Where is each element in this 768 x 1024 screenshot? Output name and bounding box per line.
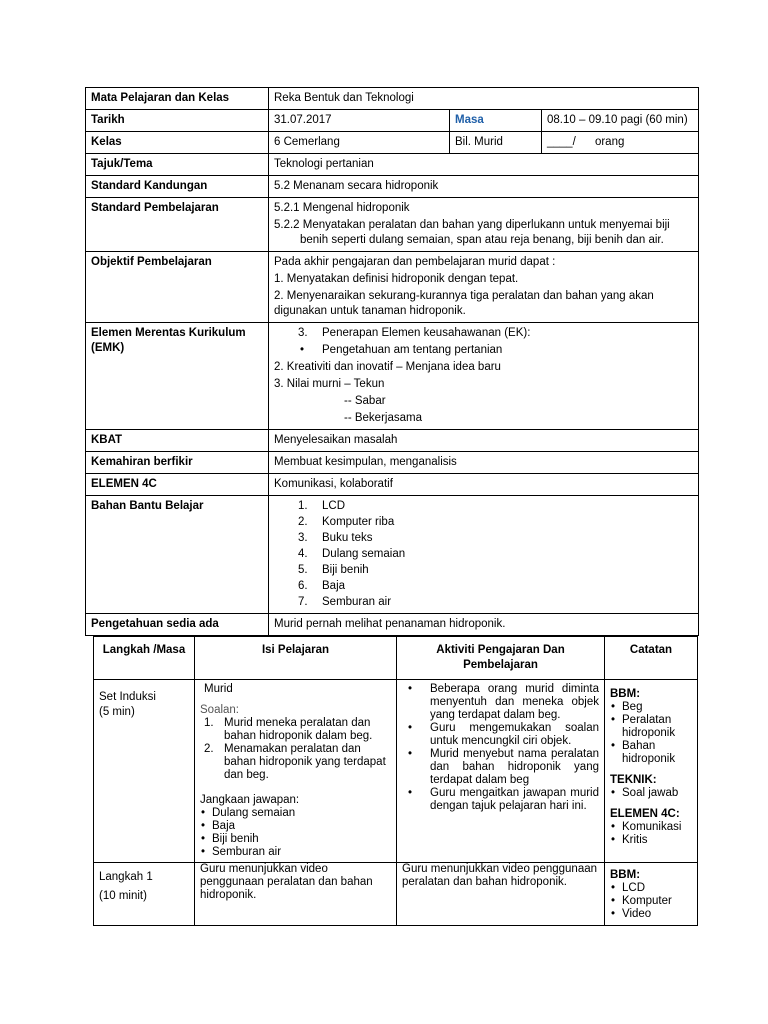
- value-bil-murid: ____/ orang: [542, 132, 699, 154]
- row-mata-pelajaran: [86, 88, 699, 110]
- emk-line: 3. Nilai murni – Tekun: [274, 378, 385, 390]
- cell-isi: [195, 863, 397, 926]
- aktiviti-list: [402, 683, 599, 813]
- emk-item-text: Penerapan Elemen keusahawanan (EK):: [322, 327, 531, 339]
- emk-line: -- Sabar: [344, 395, 386, 407]
- label-pengetahuan-sedia-ada: Pengetahuan sedia ada: [86, 614, 269, 636]
- row-kbat: [86, 430, 699, 452]
- list-text: Baja: [322, 580, 346, 592]
- emk-item: [274, 326, 693, 341]
- table-row: [94, 680, 698, 863]
- steps-header-row: [94, 637, 698, 680]
- cell-isi: [195, 680, 397, 863]
- row-pengetahuan-sedia-ada: [86, 614, 699, 636]
- bbm-label: BBM:: [610, 869, 641, 881]
- cell-aktiviti: [397, 863, 605, 926]
- row-elemen-4c: [86, 474, 699, 496]
- emk-line: -- Bekerjasama: [344, 412, 422, 424]
- table-row: [94, 863, 698, 926]
- cell-aktiviti: [397, 680, 605, 863]
- langkah-masa: (5 min): [99, 706, 135, 718]
- jangkaan-list: [200, 807, 391, 859]
- list-text: Dulang semaian: [322, 548, 406, 560]
- label-kemahiran-berfikir: Kemahiran berfikir: [86, 452, 269, 474]
- row-objektif: [86, 252, 699, 323]
- emk-bullet: [274, 343, 693, 358]
- elemen-4c-label: ELEMEN 4C:: [610, 808, 680, 820]
- label-standard-pembelajaran: Standard Pembelajaran: [86, 198, 269, 252]
- list-item: [200, 743, 391, 782]
- list-number: 3.: [298, 532, 308, 544]
- list-number: 4.: [298, 548, 308, 560]
- row-standard-kandungan: [86, 176, 699, 198]
- value-kbat: Menyelesaikan masalah: [269, 430, 699, 452]
- value-tajuk: Teknologi pertanian: [269, 154, 699, 176]
- row-kelas: [86, 132, 699, 154]
- list-item: [274, 595, 693, 610]
- objektif-item: 1. Menyatakan definisi hidroponik dengan tepat.: [274, 273, 519, 285]
- list-item: • Biji benih: [212, 833, 391, 846]
- value-kelas: 6 Cemerlang: [269, 132, 450, 154]
- value-bahan-bantu: [269, 496, 699, 614]
- label-kbat: KBAT: [86, 430, 269, 452]
- cell-langkah: [94, 680, 195, 863]
- list-text: Biji benih: [322, 564, 369, 576]
- bbm-list: [610, 701, 692, 766]
- list-number: 6.: [298, 580, 308, 592]
- header-isi: Isi Pelajaran: [195, 637, 397, 680]
- list-text: LCD: [322, 500, 346, 512]
- cell-langkah: [94, 863, 195, 926]
- list-text: Buku teks: [322, 532, 373, 544]
- value-objektif: [269, 252, 699, 323]
- list-number: 5.: [298, 564, 308, 576]
- value-masa: 08.10 – 09.10 pagi (60 min): [542, 110, 699, 132]
- list-text: Murid meneka peralatan dan bahan hidroponik dalam beg.: [224, 717, 373, 742]
- lesson-info-table: [85, 87, 699, 636]
- list-item: • LCD: [622, 882, 692, 895]
- list-item: • Peralatan hidroponik: [622, 714, 692, 740]
- value-pengetahuan-sedia-ada: Murid pernah melihat penanaman hidroponik.: [269, 614, 699, 636]
- list-item: • Kritis: [622, 834, 692, 847]
- value-elemen-4c: Komunikasi, kolaboratif: [269, 474, 699, 496]
- list-text: Semburan air: [322, 596, 392, 608]
- row-tajuk: [86, 154, 699, 176]
- langkah-name: Langkah 1: [99, 871, 153, 883]
- bahan-bantu-list: [274, 499, 693, 610]
- soalan-list: [200, 717, 391, 782]
- list-item: • Guru mengemukakan soalan untuk mencungkil ciri objek.: [402, 722, 599, 748]
- label-objektif: Objektif Pembelajaran: [86, 252, 269, 323]
- list-number: 1.: [298, 500, 308, 512]
- langkah-masa: (10 minit): [99, 890, 147, 902]
- aktiviti-text: Guru menunjukkan video penggunaan peralatan dan bahan hidroponik.: [402, 863, 598, 888]
- list-item: • Murid menyebut nama peralatan dan bahan hidroponik yang terdapat dalam beg: [402, 748, 599, 787]
- list-item: [274, 531, 693, 546]
- label-elemen-4c: ELEMEN 4C: [86, 474, 269, 496]
- langkah-name: Set Induksi: [99, 691, 156, 703]
- value-kemahiran-berfikir: Membuat kesimpulan, menganalisis: [269, 452, 699, 474]
- label-emk: Elemen Merentas Kurikulum (EMK): [86, 323, 269, 430]
- list-item: • Semburan air: [212, 846, 391, 859]
- list-number: 2.: [298, 516, 308, 528]
- list-item: [274, 499, 693, 514]
- soalan-label: Soalan:: [200, 704, 240, 716]
- list-item: [274, 515, 693, 530]
- value-standard-kandungan: 5.2 Menanam secara hidroponik: [269, 176, 699, 198]
- list-item: • Video: [622, 908, 692, 921]
- label-mata-pelajaran: Mata Pelajaran dan Kelas: [86, 88, 269, 110]
- emk-line: 2. Kreativiti dan inovatif – Menjana idea baru: [274, 361, 501, 373]
- row-emk: [86, 323, 699, 430]
- row-standard-pembelajaran: [86, 198, 699, 252]
- cell-catatan: [605, 863, 698, 926]
- list-item: • Soal jawab: [622, 787, 692, 800]
- jangkaan-label: Jangkaan jawapan:: [200, 794, 300, 806]
- list-item: [200, 717, 391, 743]
- row-tarikh: [86, 110, 699, 132]
- sp-item: 5.2.1 Mengenal hidroponik: [274, 202, 410, 214]
- list-item: • Dulang semaian: [212, 807, 391, 820]
- row-kemahiran-berfikir: [86, 452, 699, 474]
- emk-bullet-text: Pengetahuan am tentang pertanian: [322, 344, 503, 356]
- value-emk: [269, 323, 699, 430]
- bullet-icon: •: [300, 344, 305, 356]
- label-tajuk: Tajuk/Tema: [86, 154, 269, 176]
- list-text: Menamakan peralatan dan bahan hidroponik yang terdapat dan beg.: [224, 743, 386, 781]
- list-item: • Guru mengaitkan jawapan murid dengan tajuk pelajaran hari ini.: [402, 787, 599, 813]
- isi-text: Guru menunjukkan video penggunaan peralatan dan bahan hidroponik.: [200, 863, 373, 901]
- list-item: • Baja: [212, 820, 391, 833]
- label-masa: Masa: [450, 110, 542, 132]
- list-item: • Komunikasi: [622, 821, 692, 834]
- label-standard-kandungan: Standard Kandungan: [86, 176, 269, 198]
- header-catatan: Catatan: [605, 637, 698, 680]
- objektif-item: 2. Menyenaraikan sekurang-kurannya tiga peralatan dan bahan yang akan digunakan untuk tanaman hidroponik.: [274, 290, 654, 317]
- label-bahan-bantu: Bahan Bantu Belajar: [86, 496, 269, 614]
- list-item: • Komputer: [622, 895, 692, 908]
- list-text: Komputer riba: [322, 516, 395, 528]
- isi-top: Murid: [204, 683, 233, 695]
- objektif-intro: Pada akhir pengajaran dan pembelajaran murid dapat :: [274, 256, 556, 268]
- label-bil-murid: Bil. Murid: [450, 132, 542, 154]
- list-item: [274, 563, 693, 578]
- header-langkah: Langkah /Masa: [94, 637, 195, 680]
- emk-number: 3.: [298, 327, 308, 339]
- sp-item: 5.2.2 Menyatakan peralatan dan bahan yang diperlukann untuk menyemai biji benih seperti dulang semaian, span atau reja benang, biji benih dan air.: [274, 219, 670, 246]
- value-standard-pembelajaran: [269, 198, 699, 252]
- list-item: • Beberapa orang murid diminta menyentuh dan meneka objek yang terdapat dalam beg.: [402, 683, 599, 722]
- row-bahan-bantu: [86, 496, 699, 614]
- list-item: [274, 579, 693, 594]
- header-aktiviti: Aktiviti Pengajaran Dan Pembelajaran: [397, 637, 605, 680]
- bbm-list: [610, 882, 692, 921]
- list-number: 7.: [298, 596, 308, 608]
- bbm-label: BBM:: [610, 688, 641, 700]
- label-kelas: Kelas: [86, 132, 269, 154]
- list-number: 1.: [204, 717, 214, 729]
- list-item: [274, 547, 693, 562]
- value-mata-pelajaran: Reka Bentuk dan Teknologi: [269, 88, 699, 110]
- teknik-label: TEKNIK:: [610, 774, 657, 786]
- label-tarikh: Tarikh: [86, 110, 269, 132]
- elemen-4c-list: [610, 821, 692, 847]
- list-number: 2.: [204, 743, 214, 755]
- list-item: • Bahan hidroponik: [622, 740, 692, 766]
- list-item: • Beg: [622, 701, 692, 714]
- value-tarikh: 31.07.2017: [269, 110, 450, 132]
- cell-catatan: [605, 680, 698, 863]
- teknik-list: [610, 787, 692, 800]
- lesson-steps-table: [93, 636, 698, 926]
